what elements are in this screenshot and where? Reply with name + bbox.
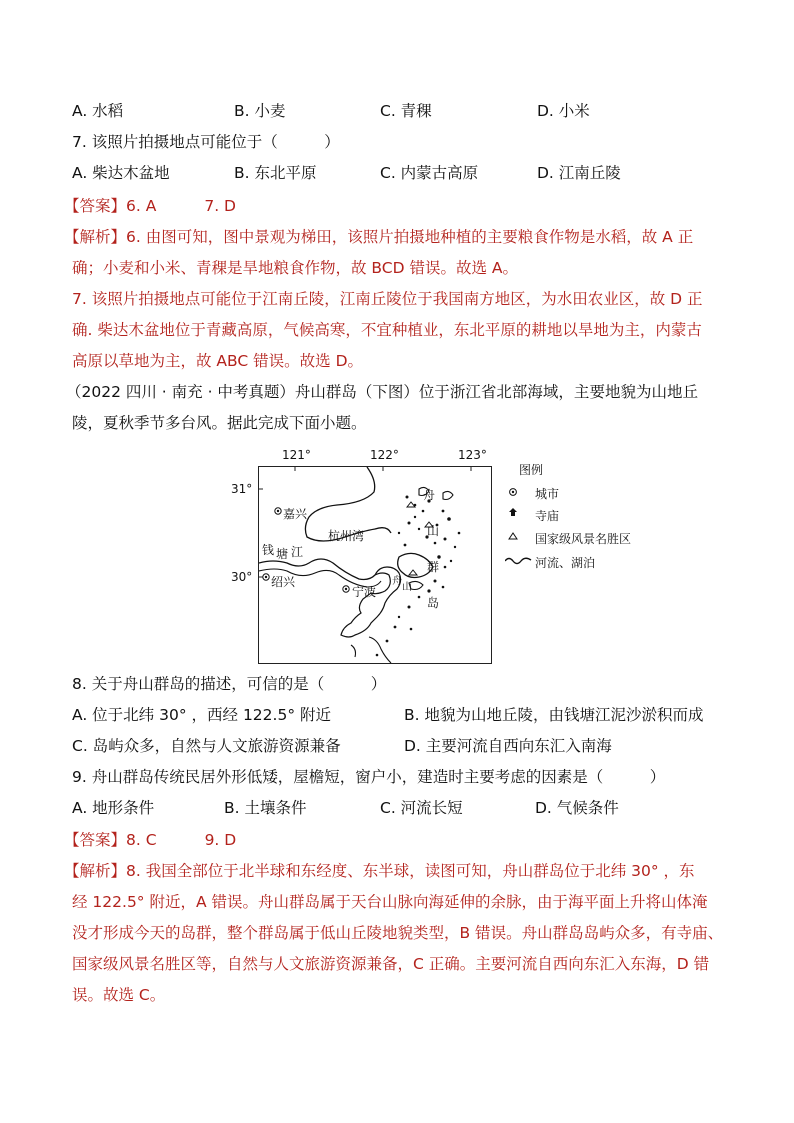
analysis-1-line-1: 【解析】6. 由图可知，图中景观为梯田，该照片拍摄地种植的主要粮食作物是水稻，故 A 正 [64,228,694,246]
answer-tag: 【答案】 [64,831,127,849]
analysis-1-line-4: 确. 柴达木盆地位于青藏高原，气候高寒，不宜种植业，东北平原的耕地以旱地为主，内蒙古 [72,321,702,339]
analysis-tag: 【解析】 [64,228,127,246]
lat-label-30: 30° [231,570,253,584]
intro-line-2: 陵，夏秋季节多台风。据此完成下面小题。 [72,414,367,432]
lon-label-123: 123° [458,448,487,462]
q7-option-a: A. 柴达木盆地 [72,164,170,182]
analysis-2-line-2: 经 122.5° 附近，A 错误。舟山群岛属于天台山脉向海延伸的余脉，由于海平面上升将山体淹 [72,893,708,911]
lon-label-121: 121° [282,448,311,462]
label-jiaxing: 嘉兴 [283,507,308,521]
q6-option-b: B. 小麦 [234,102,286,120]
temple-icon [509,508,517,516]
answer-1 [64,196,236,216]
answer-8: 8. C [126,831,157,849]
label-qun: 群 [427,560,440,574]
analysis-2-line-1: 【解析】8. 我国全部位于北半球和东经度、东半球，读图可知，舟山群岛位于北纬 30° ，东 [64,862,695,880]
q6-option-c: C. 青稞 [380,102,432,120]
q9-option-d: D. 气候条件 [535,799,619,817]
q8-option-c: C. 岛屿众多，自然与人文旅游资源兼备 [72,737,341,755]
q6-option-a: A. 水稻 [72,102,124,120]
q7-option-b: B. 东北平原 [234,164,317,182]
river-lake-icon [505,558,531,563]
q9-stem: 9. 舟山群岛传统民居外形低矮，屋檐短，窗户小，建造时主要考虑的因素是（ ） [72,768,666,786]
q8-option-d: D. 主要河流自西向东汇入南海 [404,737,612,755]
label-zhoushan-shan: 山 [402,582,412,593]
analysis-2-line-3: 没才形成今天的岛群，整个群岛属于低山丘陵地貌类型，B 错误。舟山群岛岛屿众多，有寺庙、 [72,924,724,942]
legend-temple: 寺庙 [535,509,560,523]
label-tang: 塘 [276,547,289,561]
answer-9: 9. D [204,831,237,849]
q8-option-a: A. 位于北纬 30° ，西经 122.5° 附近 [72,706,331,724]
label-shaoxing: 绍兴 [271,575,296,589]
lon-label-122: 122° [370,448,399,462]
city-icon [510,489,517,496]
q8-stem: 8. 关于舟山群岛的描述，可信的是（ ） [72,675,387,693]
analysis-1-line-2: 确；小麦和小米、青稞是旱地粮食作物，故 BCD 错误。故选 A。 [72,259,519,277]
analysis-2-line-4: 国家级风景名胜区等，自然与人文旅游资源兼备，C 正确。主要河流自西向东汇入东海，D 错 [72,955,710,973]
analysis-2-line-5: 误。故选 C。 [72,986,166,1004]
label-zhou: 舟 [423,488,436,502]
q7-option-d: D. 江南丘陵 [537,164,621,182]
legend-title: 图例 [519,463,544,477]
answer-6: 6. A [126,197,157,215]
answer-tag: 【答案】 [64,197,127,215]
q7-stem: 7. 该照片拍摄地点可能位于（ ） [72,133,340,151]
q6-option-d: D. 小米 [537,102,590,120]
q9-option-c: C. 河流长短 [380,799,463,817]
scenic-area-icon [407,502,415,507]
q8-option-b: B. 地貌为山地丘陵，由钱塘江泥沙淤积而成 [404,706,704,724]
label-dao: 岛 [427,596,440,610]
legend-river: 河流、湖泊 [535,556,596,570]
map-drawing [259,467,491,663]
label-jiang: 江 [291,545,304,559]
q9-option-a: A. 地形条件 [72,799,155,817]
q9-option-b: B. 土壤条件 [224,799,307,817]
label-hangzhouwan: 杭州湾 [328,529,365,543]
analysis-1-line-3: 7. 该照片拍摄地点可能位于江南丘陵，江南丘陵位于我国南方地区，为水田农业区，故 D 正 [72,290,703,308]
intro-line-1: （2022 四川 · 南充 · 中考真题）舟山群岛（下图）位于浙江省北部海域，主要地貌为山地丘 [66,383,698,401]
map-frame [258,466,492,664]
answer-7: 7. D [204,197,236,215]
label-qian: 钱 [262,543,275,557]
legend-scenic: 国家级风景名胜区 [535,532,632,546]
legend-city: 城市 [535,487,560,501]
analysis-1-line-5: 高原以草地为主，故 ABC 错误。故选 D。 [72,352,364,370]
label-zhoushan-zhou: 舟 [392,576,402,587]
label-shan: 山 [427,524,440,538]
answer-2 [64,830,236,850]
label-ningbo: 宁波 [352,585,377,599]
legend-icons [505,484,533,568]
q7-option-c: C. 内蒙古高原 [380,164,479,182]
analysis-tag: 【解析】 [64,862,127,880]
islands [376,496,461,657]
scenic-area-icon [509,533,517,539]
lat-label-31: 31° [231,482,253,496]
